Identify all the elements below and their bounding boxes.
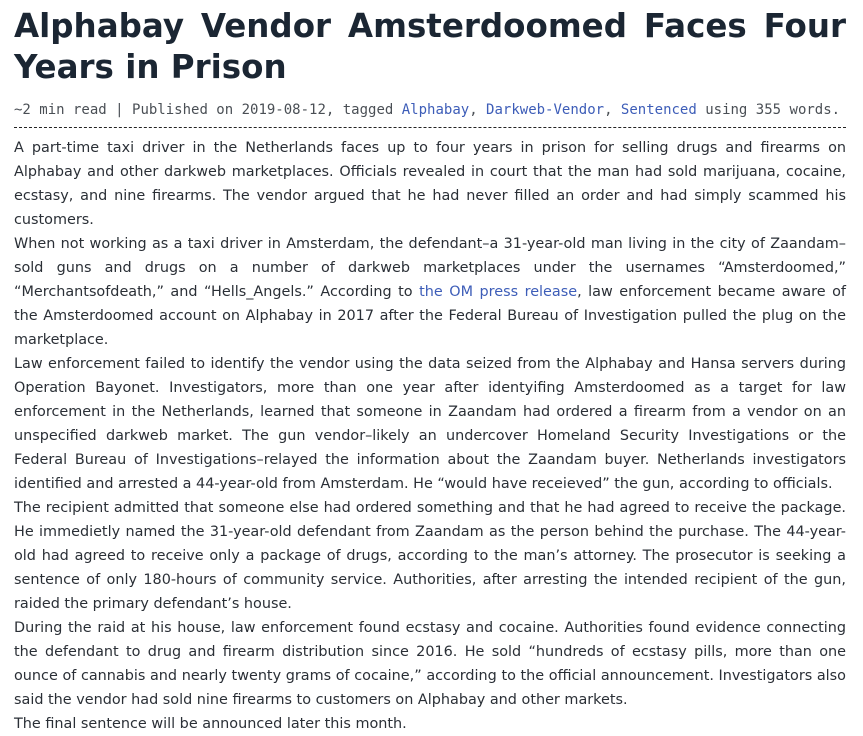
- article-body: [14, 136, 846, 736]
- word-count: 355: [755, 102, 782, 118]
- words-suffix: words.: [781, 102, 841, 118]
- article-title: Alphabay Vendor Amsterdoomed Faces Four Years in Prison: [14, 7, 846, 86]
- article-page: [14, 0, 846, 736]
- paragraph-2-text-start: When not working as a taxi driver in Amsterdam, the defendant–a 31-year-old man living in the city of Zaandam–sold guns and drugs on a number of darkweb marketplaces under the usernames “Amsterdoomed,” “Merchantsofdeath,” and “Hells_Angels.” According to: [14, 236, 846, 300]
- paragraph-6: The final sentence will be announced later this month.: [14, 716, 407, 732]
- meta-separator: |: [106, 102, 133, 118]
- om-press-release-link[interactable]: the OM press release: [419, 284, 578, 300]
- paragraph-5: During the raid at his house, law enforcement found ecstasy and cocaine. Authorities found evidence connecting the defendant to drug and firearm distribution since 2016. He sold “hundreds of ecstasy pills, more than one ounce of cannabis and nearly twenty grams of cocaine,” according to the official announcement. Investigators also said the vendor had sold nine firearms to customers on Alphabay and other markets.: [14, 620, 846, 708]
- tagged-prefix: , tagged: [325, 102, 402, 118]
- paragraph-2: [14, 232, 846, 352]
- tag-link-sentenced[interactable]: Sentenced: [620, 102, 697, 118]
- paragraph-4: The recipient admitted that someone else had ordered something and that he had agreed to receive the package. He immedietly named the 31-year-old defendant from Zaandam as the person behind the purchase. The 44-year-old had agreed to receive only a package of drugs, according to the man’s attorney. The prosecutor is seeking a sentence of only 180-hours of community service. Authorities, after arresting the intended recipient of the gun, raided the primary defendant’s house.: [14, 500, 846, 612]
- words-prefix: using: [696, 102, 756, 118]
- tag-link-alphabay[interactable]: Alphabay: [401, 102, 470, 118]
- tag-separator: ,: [604, 102, 621, 118]
- read-time: ~2 min read: [14, 102, 107, 118]
- article-meta: [14, 98, 846, 128]
- paragraph-3: Law enforcement failed to identify the vendor using the data seized from the Alphabay and Hansa servers during Operation Bayonet. Investigators, more than one year after identyifing Amsterdoomed as a target for law enforcement in the Netherlands, learned that someone in Zaandam had ordered a firearm from a vendor on an unspecified darkweb market. The gun vendor–likely an undercover Homeland Security Investigations or the Federal Bureau of Investigations–relayed the information about the Zaandam buyer. Netherlands investigators identified and arrested a 44-year-old from Amsterdam. He “would have receieved” the gun, according to officials.: [14, 356, 846, 492]
- tag-link-darkweb-vendor[interactable]: Darkweb-Vendor: [486, 102, 605, 118]
- published-prefix: Published on: [132, 102, 242, 118]
- tag-separator: ,: [469, 102, 487, 118]
- paragraph-1: A part-time taxi driver in the Netherlands faces up to four years in prison for selling drugs and firearms on Alphabay and other darkweb marketplaces. Officials revealed in court that the man had sold marijuana, cocaine, ecstasy, and nine firearms. The vendor argued that he had never filled an order and had simply scammed his customers.: [14, 140, 846, 228]
- publish-date: 2019-08-12: [241, 102, 326, 118]
- paragraph-2-text-end: , law enforcement became aware of the Amsterdoomed account on Alphabay in 2017 after the Federal Bureau of Investigation pulled the plug on the marketplace.: [14, 284, 846, 348]
